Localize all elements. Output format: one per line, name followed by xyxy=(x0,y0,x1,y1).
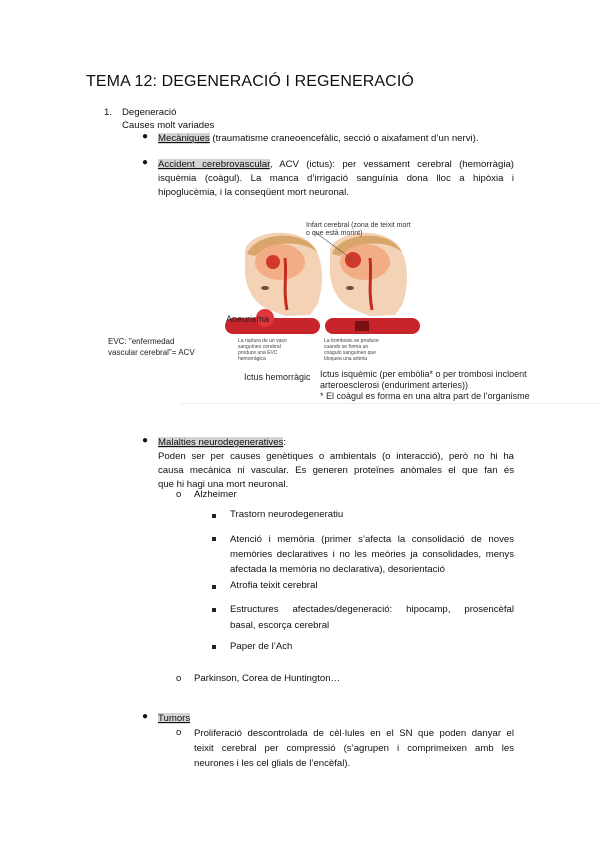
rupture-note-2: sanguíneo cerebral xyxy=(238,344,281,350)
bullet-dot: ● xyxy=(142,711,149,722)
bullet-dot: ● xyxy=(142,131,149,142)
tumors-line2: teixit cerebral per compressió (s’agrupen i comprimeixen amb les xyxy=(194,743,514,754)
alzheimer-label: Alzheimer xyxy=(194,489,237,500)
malalties-term: Malalties neurodegeneratives xyxy=(158,437,284,448)
section-subheading: Causes molt variades xyxy=(122,120,215,131)
infart-label xyxy=(306,222,446,238)
infart-label-2: o que està morint) xyxy=(306,230,363,237)
evc-note-2: vascular cerebral"= ACV xyxy=(108,348,195,357)
square-bullet xyxy=(212,608,216,612)
alzheimer-item-1: Trastorn neurodegeneratiu xyxy=(230,509,344,520)
thrombo-note-1: La trombosis se produce xyxy=(324,338,379,344)
malalties-line1: Poden ser per causes genètiques o ambientals (o interacció), però no hi ha xyxy=(158,451,514,462)
accident-line3: hipoglucèmia, i la conseqüent mort neuronal. xyxy=(158,187,349,198)
head-left-illustration xyxy=(245,233,322,316)
alzheimer-item-2-line1: Atenció i memòria (primer s’afecta la consolidació de noves xyxy=(230,534,514,545)
malalties-line2: causa mecànica ni vascular. Es generen proteïnes anòmales el que fan és xyxy=(158,465,514,476)
section-heading: Degeneració xyxy=(122,107,177,118)
alzheimer-item-2 xyxy=(230,532,514,577)
square-bullet xyxy=(212,537,216,541)
rupture-note-1: La ruptura de un vaso xyxy=(238,338,287,344)
rupture-note xyxy=(238,338,287,362)
alzheimer-item-2-line2: memòries declaratives i no les meòries ja consolidades, menys xyxy=(230,549,514,560)
malalties-colon: : xyxy=(283,437,286,448)
evc-note xyxy=(108,336,195,358)
accident-paragraph xyxy=(158,158,514,200)
thrombo-note xyxy=(324,338,379,362)
square-bullet xyxy=(212,585,216,589)
tumors-marker: o xyxy=(176,727,182,738)
mecaniques-text: (traumatisme craneoencefàlic, secció o aixafament d’un nervi). xyxy=(209,133,479,144)
page-title: TEMA 12: DEGENERACIÓ I REGENERACIÓ xyxy=(86,73,414,90)
square-bullet xyxy=(212,645,216,649)
alzheimer-item-3: Atrofia teixit cerebral xyxy=(230,580,318,591)
evc-note-1: EVC: "enfermedad xyxy=(108,337,175,346)
alzheimer-item-4-line2: basal, escorça cerebral xyxy=(230,620,330,631)
ictus-isquemic-1: Ictus isquèmic (per embòlia* o per trombosi incloent xyxy=(320,369,527,379)
head-right-illustration xyxy=(315,232,407,316)
parkinson-label: Parkinson, Corea de Huntington… xyxy=(194,673,341,684)
ictus-isquemic-3: * El coàgul es forma en una altra part de l’organisme xyxy=(320,391,530,401)
alzheimer-item-2-line3: afectada la memòria no declarativa), desorientació xyxy=(230,564,445,575)
tumors-heading xyxy=(158,712,190,726)
tumors-line3: neurones i les cel glials de l’encèfal). xyxy=(194,758,351,769)
figure-divider xyxy=(180,403,600,404)
thrombo-note-4: bloquea una arteria xyxy=(324,356,368,362)
malalties-paragraph xyxy=(158,436,514,492)
mecaniques-term: Mecàniques xyxy=(158,133,210,144)
accident-line2: isquèmia (coàgul). La manca d’irrigació sanguínia dona lloc a hipòxia i xyxy=(158,173,514,184)
square-bullet xyxy=(212,514,216,518)
thrombo-note-2: cuando se forma un xyxy=(324,344,369,350)
ictus-isquemic-2: arteroesclerosi (enduriment arteries)) xyxy=(320,380,469,390)
ictus-isquemic-label xyxy=(320,369,600,402)
parkinson-marker: o xyxy=(176,673,182,684)
ictus-hemorragic-label: Ictus hemorràgic xyxy=(244,372,311,382)
infart-label-1: Infart cerebral (zona de teixit mort xyxy=(306,222,411,229)
bullet-dot: ● xyxy=(142,435,149,446)
tumors-term: Tumors xyxy=(158,713,191,724)
tumors-line1: Proliferació descontrolada de cèl·lules en el SN que poden danyar el xyxy=(194,728,514,739)
alzheimer-marker: o xyxy=(176,489,182,500)
section-number: 1. xyxy=(104,107,113,118)
malalties-line3: que hi hagi una mort neuronal. xyxy=(158,479,289,490)
mecaniques-paragraph xyxy=(158,132,528,146)
rupture-note-4: hemorrágica xyxy=(238,356,266,362)
alzheimer-item-4 xyxy=(230,602,514,634)
aneurisma-label: Aneurisma xyxy=(226,314,270,324)
alzheimer-item-4-line1: Estructures afectades/degeneració: hipocamp, prosencèfal xyxy=(230,604,514,615)
tumors-paragraph xyxy=(194,726,514,771)
accident-term: Accident cerebrovascular xyxy=(158,159,270,170)
accident-line1: , ACV (ictus): per vessament cerebral (hemorràgia) xyxy=(269,159,515,170)
bullet-dot: ● xyxy=(142,157,149,168)
rupture-note-3: produce una EVC xyxy=(238,350,278,356)
thrombo-note-3: coágulo sanguíneo que xyxy=(324,350,376,356)
alzheimer-item-5: Paper de l’Ach xyxy=(230,641,293,652)
